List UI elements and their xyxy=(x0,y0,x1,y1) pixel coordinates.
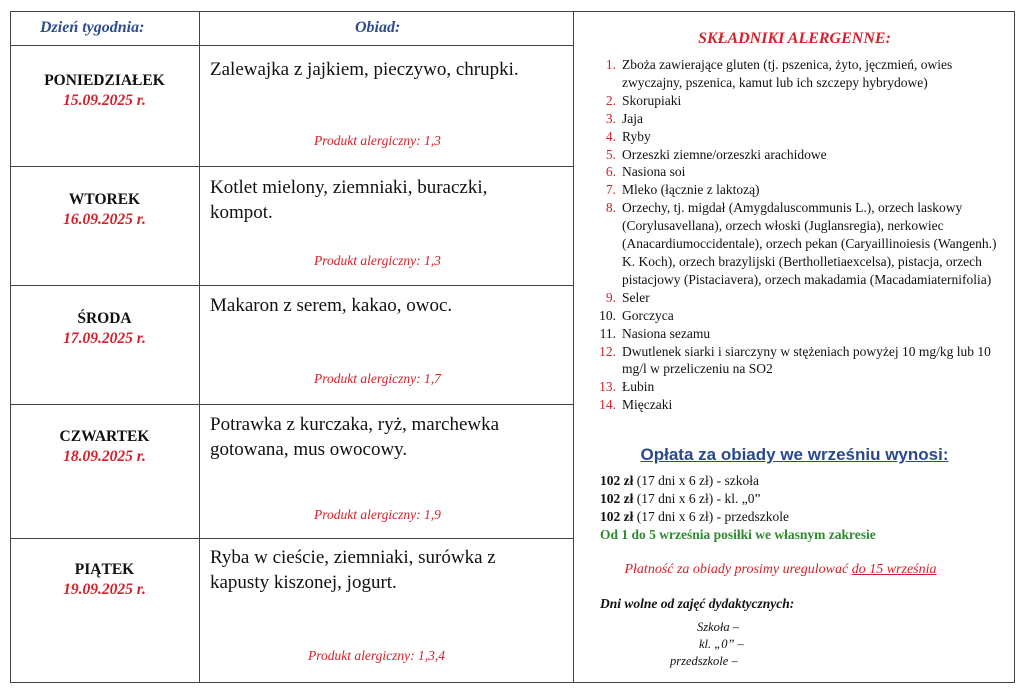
item-text: Orzeszki ziemne/orzeszki arachidowe xyxy=(622,146,827,162)
list-item xyxy=(590,92,1010,110)
list-item xyxy=(590,378,1010,396)
item-number: 13. xyxy=(599,379,616,395)
meal-text: Kotlet mielony, ziemniaki, buraczki, kompot. xyxy=(210,177,488,223)
list-item xyxy=(590,128,1010,146)
days-off-title: Dni wolne od zajęć dydaktycznych: xyxy=(600,596,795,611)
day-name: ŚRODA xyxy=(77,310,132,327)
divider xyxy=(199,11,200,683)
days-off-item: kl. „0” – xyxy=(699,637,744,651)
day-cell xyxy=(10,310,199,348)
fee-lines xyxy=(600,472,876,544)
payment-text: Płatność za obiady prosimy uregulować xyxy=(624,562,852,577)
item-number: 11. xyxy=(599,325,616,341)
item-text: Gorczyca xyxy=(622,307,674,323)
list-item xyxy=(590,163,1010,181)
list-item xyxy=(590,343,1010,379)
list-item xyxy=(590,199,1010,289)
divider xyxy=(10,538,573,539)
day-cell xyxy=(10,428,199,466)
fee-amount: 102 zł xyxy=(600,473,634,488)
list-item xyxy=(590,325,1010,343)
item-number: 10. xyxy=(599,307,616,323)
item-text: Zboża zawierające gluten (tj. pszenica, żyto, jęczmień, owies zwyczajny, pszenica, kamut lub ich szczepy hybrydowe) xyxy=(622,57,953,90)
allergen-list xyxy=(590,56,1010,414)
list-item xyxy=(590,110,1010,128)
item-number: 7. xyxy=(605,182,616,198)
fee-detail: (17 dni x 6 zł) - kl. „0” xyxy=(633,491,761,506)
allergen-note: Produkt alergiczny: 1,3 xyxy=(314,253,441,268)
item-text: Ryby xyxy=(622,128,651,144)
day-name: WTOREK xyxy=(68,191,141,208)
item-text: Mięczaki xyxy=(622,397,673,413)
allergen-note: Produkt alergiczny: 1,3,4 xyxy=(308,648,445,663)
fee-line xyxy=(600,490,876,508)
lunch-column-header: Obiad: xyxy=(355,19,401,36)
list-item xyxy=(590,289,1010,307)
item-text: Nasiona sezamu xyxy=(622,325,711,341)
payment-note xyxy=(568,562,993,578)
item-text: Mleko (łącznie z laktozą) xyxy=(622,182,760,198)
day-date: 19.09.2025 r. xyxy=(63,581,146,598)
fee-note: Od 1 do 5 września posiłki we własnym zakresie xyxy=(600,527,876,542)
item-text: Jaja xyxy=(622,110,643,126)
list-item xyxy=(590,56,1010,92)
day-cell xyxy=(10,561,199,599)
meal-text: Makaron z serem, kakao, owoc. xyxy=(210,295,453,316)
payment-deadline: do 15 września xyxy=(851,562,937,577)
divider xyxy=(10,166,573,167)
meal-text: Zalewajka z jajkiem, pieczywo, chrupki. xyxy=(210,59,519,80)
meal-text: Ryba w cieście, ziemniaki, surówka z kapusty kiszonej, jogurt. xyxy=(210,547,496,593)
item-text: Seler xyxy=(622,289,650,305)
fee-amount: 102 zł xyxy=(600,509,634,524)
item-number: 1. xyxy=(605,57,616,72)
day-name: PIĄTEK xyxy=(74,561,135,578)
fee-line xyxy=(600,508,876,526)
day-date: 16.09.2025 r. xyxy=(63,211,146,228)
days-off-item: przedszkole – xyxy=(670,654,738,668)
list-item xyxy=(590,307,1010,325)
fee-title: Opłata za obiady we wrześniu wynosi: xyxy=(640,445,949,464)
allergen-note: Produkt alergiczny: 1,3 xyxy=(314,133,441,148)
item-number: 12. xyxy=(599,343,616,359)
divider xyxy=(573,11,574,683)
item-number: 4. xyxy=(605,128,616,144)
divider xyxy=(10,404,573,405)
fee-amount: 102 zł xyxy=(600,491,634,506)
allergens-title: SKŁADNIKI ALERGENNE: xyxy=(698,30,891,47)
item-number: 9. xyxy=(605,289,616,305)
fee-detail: (17 dni x 6 zł) - szkoła xyxy=(633,473,759,488)
item-text: Łubin xyxy=(622,379,655,395)
item-text: Dwutlenek siarki i siarczyny w stężeniach powyżej 10 mg/kg lub 10 mg/l w przeliczeniu na SO2 xyxy=(622,343,991,377)
day-cell xyxy=(10,191,199,229)
allergen-note: Produkt alergiczny: 1,9 xyxy=(314,507,441,522)
days-off-item: Szkoła – xyxy=(697,620,740,634)
list-item xyxy=(590,181,1010,199)
item-number: 2. xyxy=(605,92,616,108)
day-column-header: Dzień tygodnia: xyxy=(40,19,145,36)
divider xyxy=(10,45,573,46)
item-number: 3. xyxy=(605,110,616,126)
day-name: CZWARTEK xyxy=(59,428,150,445)
item-text: Skorupiaki xyxy=(622,92,682,108)
fee-line xyxy=(600,472,876,490)
day-date: 15.09.2025 r. xyxy=(63,92,146,109)
list-item xyxy=(590,396,1010,414)
meal-text: Potrawka z kurczaka, ryż, marchewka gotowana, mus owocowy. xyxy=(210,414,500,460)
day-date: 18.09.2025 r. xyxy=(63,448,146,465)
item-number: 8. xyxy=(605,200,616,216)
list-item xyxy=(590,146,1010,164)
day-cell xyxy=(10,72,199,110)
day-date: 17.09.2025 r. xyxy=(63,330,146,347)
fee-detail: (17 dni x 6 zł) - przedszkole xyxy=(633,509,789,524)
item-number: 5. xyxy=(605,146,616,162)
item-text: Nasiona soi xyxy=(622,164,686,180)
divider xyxy=(10,285,573,286)
item-number: 14. xyxy=(599,397,616,413)
allergen-note: Produkt alergiczny: 1,7 xyxy=(314,371,441,386)
item-text: Orzechy, tj. migdał (Amygdaluscommunis L.), orzech laskowy (Corylusavellana), orzech włoski (Juglansregia), nerkowiec (Anacardiumoccidentale), orzech pekan (Caryaillinoiesis (Wangenh.) K. Koch), orzech brazylijski (Bertholletiaexcelsa), pistacja, orzech pistacjowy (Pistaciavera), orzech makadamia (Macadamiaternifolia) xyxy=(622,200,997,287)
item-number: 6. xyxy=(605,164,616,180)
day-name: PONIEDZIAŁEK xyxy=(44,72,165,89)
